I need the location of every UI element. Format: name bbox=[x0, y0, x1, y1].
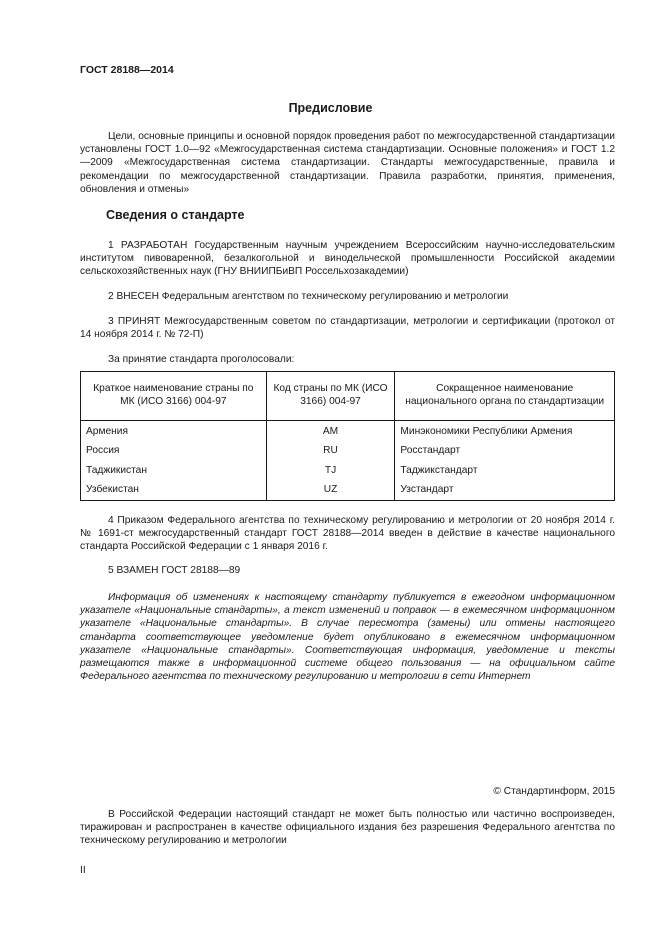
country-name: Узбекистан bbox=[81, 481, 267, 501]
voted-intro-text: За принятие стандарта проголосовали: bbox=[108, 354, 295, 365]
voting-countries-table bbox=[80, 371, 615, 501]
header-country-name: Краткое наименование страны по МК (ИСО 3166) 004-97 bbox=[81, 372, 267, 421]
change-notice bbox=[80, 591, 615, 683]
item-4-text: 4 Приказом Федерального агентства по техническому регулированию и метрологии от 20 ноября 2014 г. № 1691-ст межгосударственный стандарт ГОСТ 28188—2014 введен в действие в качестве национального стандарта Российской Федерации с 1 января 2016 г. bbox=[80, 515, 615, 553]
intro-paragraph bbox=[80, 130, 615, 196]
table-row bbox=[81, 481, 615, 501]
rights-notice bbox=[80, 808, 615, 848]
standards-body: Минэкономики Республики Армения bbox=[395, 421, 615, 442]
intro-text: Цели, основные принципы и основной порядок проведения работ по межгосударственной стандартизации установлены ГОСТ 1.0—92 «Межгосударственная система стандартизации. Основные положения» и ГОСТ 1.2—2009 «Межгосударственная система стандартизации. Стандарты межгосударственные, правила и рекомендации по межгосударственной стандартизации. Правила разработки, принятия, применения, обновления и отмены» bbox=[80, 131, 615, 195]
standards-body: Узстандарт bbox=[395, 481, 615, 501]
country-name: Таджикистан bbox=[81, 461, 267, 481]
standards-body: Росстандарт bbox=[395, 442, 615, 462]
voted-intro bbox=[80, 353, 615, 366]
document-code: ГОСТ 28188—2014 bbox=[80, 64, 174, 76]
item-1 bbox=[80, 239, 615, 279]
copyright: © Стандартинформ, 2015 bbox=[493, 786, 615, 797]
table-row bbox=[81, 442, 615, 462]
table-row bbox=[81, 461, 615, 481]
header-country-code: Код страны по МК (ИСО 3166) 004-97 bbox=[266, 372, 395, 421]
item-5 bbox=[80, 564, 615, 577]
country-code: AM bbox=[266, 421, 395, 442]
item-3 bbox=[80, 315, 615, 341]
page-number: II bbox=[80, 865, 86, 876]
table-row bbox=[81, 421, 615, 442]
country-code: TJ bbox=[266, 461, 395, 481]
item-5-text: 5 ВЗАМЕН ГОСТ 28188—89 bbox=[108, 565, 241, 576]
header-standards-body: Сокращенное наименование национального органа по стандартизации bbox=[395, 372, 615, 421]
item-4 bbox=[80, 514, 615, 554]
item-2 bbox=[80, 290, 615, 303]
item-1-text: 1 РАЗРАБОТАН Государственным научным учреждением Всероссийским научно-исследовательским институтом пивоваренной, безалкогольной и винодельческой промышленности Российской академии сельскохозяйственных наук (ГНУ ВНИИПБиВП Россельхозакадемии) bbox=[80, 240, 615, 278]
item-2-text: 2 ВНЕСЕН Федеральным агентством по техническому регулированию и метрологии bbox=[108, 291, 509, 302]
change-notice-text: Информация об изменениях к настоящему стандарту публикуется в ежегодном информационном указателе «Национальные стандарты», а текст изменений и поправок — в ежемесячном информационном указателе «Национальные стандарты». В случае пересмотра (замены) или отмены настоящего стандарта соответствующее уведомление будет опубликовано в ежемесячном информационном указателе «Национальные стандарты». Соответствующая информация, уведомление и тексты размещаются также в информационной системе общего пользования — на официальном сайте Федерального агентства по техническому регулированию и метрологии в сети Интернет bbox=[80, 592, 615, 683]
section-title: Сведения о стандарте bbox=[106, 208, 245, 222]
country-name: Армения bbox=[81, 421, 267, 442]
item-3-text: 3 ПРИНЯТ Межгосударственным советом по стандартизации, метрологии и сертификации (протокол от 14 ноября 2014 г. № 72-П) bbox=[80, 316, 615, 341]
country-name: Россия bbox=[81, 442, 267, 462]
country-code: RU bbox=[266, 442, 395, 462]
rights-notice-text: В Российской Федерации настоящий стандарт не может быть полностью или частично воспроизведен, тиражирован и распространен в качестве официального издания без разрешения Федерального агентства по техническому регулированию и метрологии bbox=[80, 809, 615, 847]
country-code: UZ bbox=[266, 481, 395, 501]
table-header-row bbox=[81, 372, 615, 421]
page-title: Предисловие bbox=[288, 101, 373, 115]
standards-body: Таджикстандарт bbox=[395, 461, 615, 481]
